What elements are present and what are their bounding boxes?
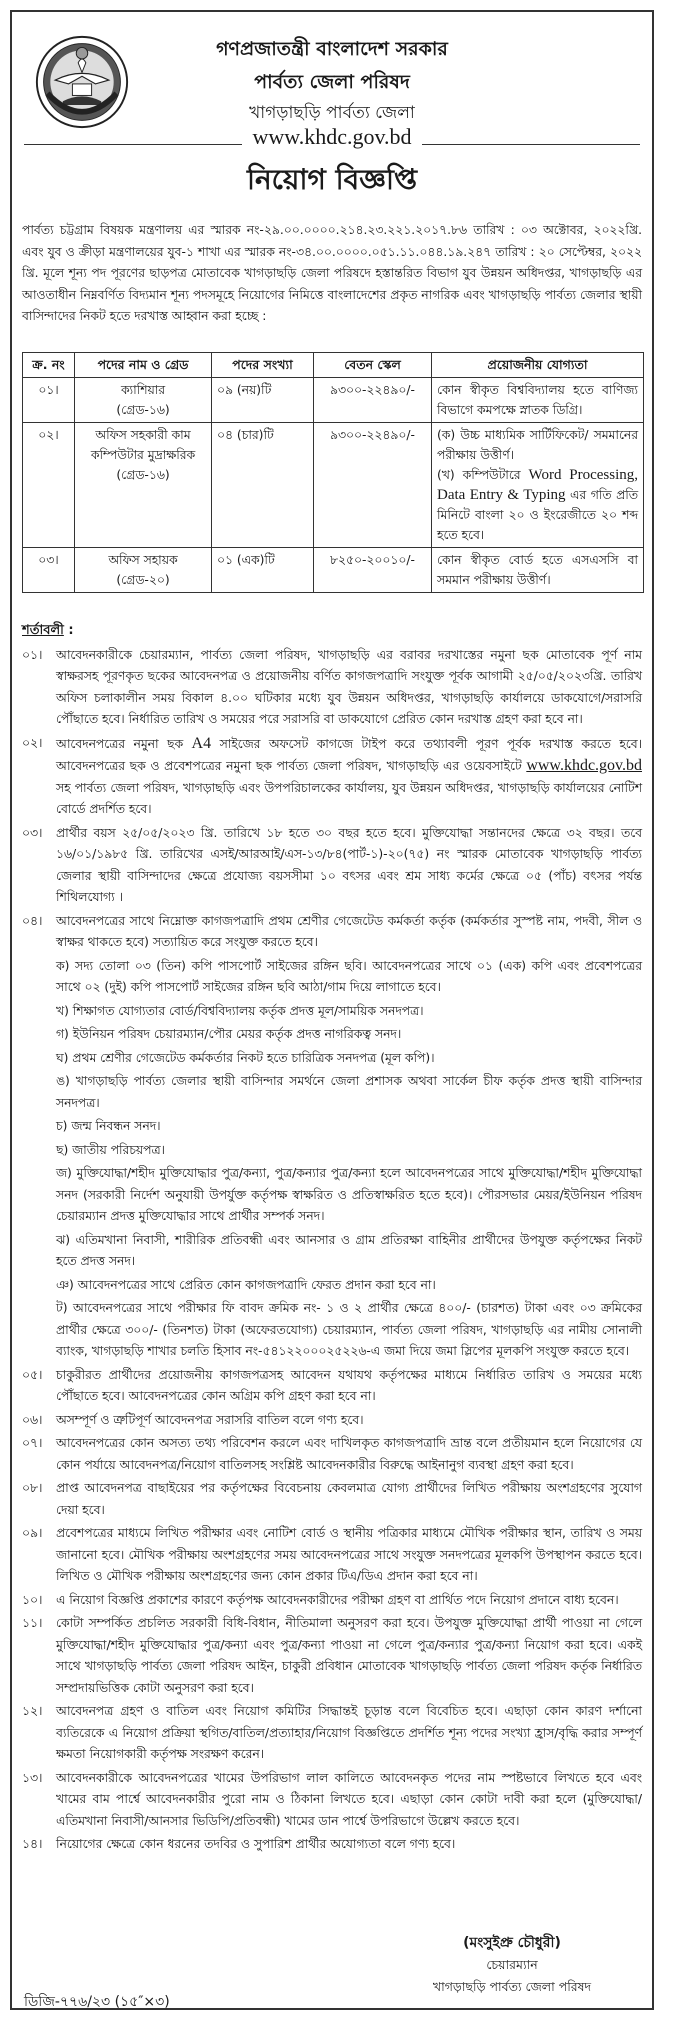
- term-text: প্রার্থীর বয়স ২৫/০৫/২০২৩ খ্রি. তারিখে ১৮ হতে ৩০ বছর হতে হবে। মুক্তিযোদ্ধা সন্তানদের ক্ষেত্রে ৩২ বছর। তবে ১৬/০১/১৯৮৫ খ্রি. তারিখের এসই/আরআই/এস-১৩/৮৪(পার্ট-১)-২০(৭৫) নং স্মারক মোতাবেক খাগড়াছড়ি পার্বত্য জেলার স্থায়ী বাসিন্দাদের ক্ষেত্রে প্রযোজ্য বয়সসীমা ১০ বৎসর এবং শ্রম সাধ্য কর্মের ক্ষেত্রে ০৫ (পাঁচ) বৎসর পর্যন্ত শিথিলযোগ্য ।: [56, 825, 642, 904]
- term-number: ০৪।: [22, 913, 43, 928]
- row-serial: ০১।: [23, 378, 75, 423]
- term-text: আবেদনপত্রের সাথে নিম্নোক্ত কাগজপত্রাদি প্রথম শ্রেণীর গেজেটেড কর্মকর্তা কর্তৃক (কর্মকর্তার সুস্পষ্ট নাম, পদবী, সীল ও স্বাক্ষর থাকতে হবে) সত্যায়িত করে সংযুক্ত করতে হবে।: [56, 913, 642, 949]
- document-item: ক) সদ্য তোলা ০৩ (তিন) কপি পাসপোর্ট সাইজের রঙ্গিন ছবি। আবেদনপত্রের সাথে ০১ (এক) কপি এবং প্রবেশপত্রের সাথে ০২ (দুই) কপি পাসপোর্ট সাইজের রঙ্গিন ছবি আঠা/গাম দিয়ে লাগাতে হবে।: [56, 958, 642, 994]
- term-text: প্রবেশপত্রের মাধ্যমে লিখিত পরীক্ষার এবং নোটিশ বোর্ড ও স্থানীয় পত্রিকার মাধ্যমে মৌখিক পরীক্ষার স্থান, তারিখ ও সময় জানানো হবে। মৌখিক পরীক্ষায় অংশগ্রহণের সময় আবেদনপত্রের সাথে সংযুক্ত সনদপত্রের মূলকপি উপস্থাপন করতে হবে। লিখিত ও মৌখিক পরীক্ষায় অংশগ্রহণের জন্য কোন প্রকার টিএ/ডিএ প্রদান করা হবে না।: [56, 1526, 642, 1583]
- vacancy-table: [22, 352, 644, 593]
- document-item: ট) আবেদনপত্রের সাথে পরীক্ষার ফি বাবদ ক্রমিক নং- ১ ও ২ প্রার্থীর ক্ষেত্রে ৪০০/- (চারশত) টাকা এবং ০৩ ক্রমিকের প্রার্থীর ক্ষেত্রে ৩০০/- (তিনশত) টাকা (অফেরতযোগ্য) চেয়ারম্যান, পার্বত্য জেলা পরিষদ, খাগড়াছড়ি এর নামীয় সোনালী ব্যাংক, খাগড়াছড়ি শাখার চলতি হিসাব নং-৫৪১২২০০০২৫২২৬-এ জমা দিয়ে জমা স্লিপের মূলকপি সংযুক্ত করতে হবে।: [56, 1301, 642, 1358]
- notice-header: [12, 12, 652, 196]
- term-item: [22, 1701, 642, 1766]
- document-item: ঝ) এতিমখানা নিবাসী, শারীরিক প্রতিবন্ধী এবং আনসার ও গ্রাম প্রতিরক্ষা বাহিনীর প্রার্থীদের উপযুক্ত কর্তৃপক্ষের নিকট হতে প্রদত্ত সনদ।: [56, 1232, 642, 1268]
- document-item: ছ) জাতীয় পরিচয়পত্র।: [56, 1142, 165, 1157]
- website-row: [24, 124, 640, 150]
- council-name: পার্বত্য জেলা পরিষদ: [254, 71, 410, 93]
- header-serial: ক্র. নং: [23, 353, 75, 378]
- row-post: [75, 423, 212, 548]
- header-qualification: প্রয়োজনীয় যোগ্যতা: [432, 353, 644, 378]
- term-text: অসম্পূর্ণ ও ত্রুটিপূর্ণ আবেদনপত্র সরাসরি বাতিল বলে গণ্য হবে।: [56, 1412, 364, 1427]
- row-post: [75, 548, 212, 593]
- term-text-part: আবেদনপত্রের নমুনা ছক: [56, 736, 192, 751]
- term-number: ১৪।: [22, 1837, 43, 1851]
- term-text: প্রাপ্ত আবেদনপত্র বাছাইয়ের পর কর্তৃপক্ষের বিবেচনায় কেবলমাত্র যোগ্য প্রার্থীদের লিখিত পরীক্ষায় অংশগ্রহণের সুযোগ দেয়া হবে।: [56, 1481, 642, 1517]
- term-number: ০৯।: [22, 1526, 43, 1540]
- term-text: কোটা সম্পর্কিত প্রচলিত সরকারী বিধি-বিধান, নীতিমালা অনুসরণ করা হবে। উপযুক্ত মুক্তিযোদ্ধা প্রার্থী পাওয়া না গেলে মুক্তিযোদ্ধা/শহীদ মুক্তিযোদ্ধার পুত্র/কন্যা এবং পুত্র/কন্যা পাওয়া না গেলে পুত্র/কন্যার পুত্র/কন্যা নিয়োগ করা হবে। একই সাথে খাগড়াছড়ি পার্বত্য জেলা পরিষদ আইন, চাকুরী প্রবিধান মোতাবেক খাগড়াছড়ি পার্বত্য জেলা পরিষদ কর্তৃক নির্ধারিত সম্প্রদায়ভিত্তিক কোটা অনুসরণ করা হবে।: [56, 1616, 643, 1695]
- row-scale: ৯৩০০-২২৪৯০/-: [314, 423, 432, 548]
- row-serial: ০৩।: [23, 548, 75, 593]
- term-item: [22, 1613, 642, 1699]
- notice-frame: [10, 10, 654, 2010]
- row-serial: ০২।: [23, 423, 75, 548]
- header-scale: বেতন স্কেল: [314, 353, 432, 378]
- terms-section: [22, 620, 642, 1858]
- memo-number: ডিজি-৭৭৬/২৩ (১৫″×৩): [24, 1994, 170, 2010]
- document-item: ঞ) আবেদনপত্রের সাথে প্রেরিত কোন কাগজপত্রাদি ফেরত প্রদান করা হবে না।: [56, 1277, 436, 1292]
- document-item: ঘ) প্রথম শ্রেণীর গেজেটেড কর্মকর্তার নিকট হতে চারিত্রিক সনদপত্র (মূল কপি)।: [56, 1050, 435, 1065]
- term-number: ০৭।: [22, 1436, 43, 1450]
- post-grade: (গ্রেড-১৬): [116, 468, 170, 482]
- qual-b-prefix: (খ) কম্পিউটারে: [437, 468, 529, 482]
- term-number: ১০।: [22, 1592, 43, 1607]
- notice-title: নিয়োগ বিজ্ঞপ্তি: [246, 163, 418, 196]
- paper-size: A4: [191, 734, 212, 752]
- government-name: গণপ্রজাতন্ত্রী বাংলাদেশ সরকার: [216, 38, 448, 60]
- term-item: [22, 911, 642, 954]
- row-qualification: [432, 423, 644, 548]
- term-item: [22, 1365, 642, 1408]
- table-row: [23, 548, 644, 593]
- signatory-designation: চেয়ারম্যান: [486, 1957, 538, 1972]
- term-item: [22, 1433, 642, 1476]
- term-item: [22, 1768, 642, 1833]
- row-count: ০৪ (চার)টি: [212, 423, 314, 548]
- qualification-b: [437, 465, 638, 545]
- qual-b-skills: Word Processing, Data Entry & Typing: [437, 467, 638, 503]
- document-item: চ) জন্ম নিবন্ধন সনদ।: [56, 1119, 161, 1133]
- term-text: চাকুরীরত প্রার্থীদের প্রয়োজনীয় কাগজপত্রসহ আবেদন যথাযথ কর্তৃপক্ষের মাধ্যমে নির্ধারিত তারিখ ও সময়ের মধ্যে পৌঁছাতে হবে। আবেদনপত্রের কোন অগ্রিম কপি গ্রহণ করা হবে না।: [56, 1367, 642, 1403]
- row-qualification: কোন স্বীকৃত বিশ্ববিদ্যালয় হতে বাণিজ্য বিভাগে কমপক্ষে স্নাতক ডিগ্রি।: [432, 378, 644, 423]
- qual-b-suffix: এর গতি প্রতি মিনিটে বাংলা ২০ ও ইংরেজীতে ২০ শব্দ হতে হবে।: [437, 488, 638, 542]
- signatory-office: খাগড়াছড়ি পার্বত্য জেলা পরিষদ: [432, 1979, 592, 1994]
- term-item: [22, 1834, 642, 1856]
- terms-heading: [22, 620, 642, 642]
- row-count: ০১ (এক)টি: [212, 548, 314, 593]
- terms-heading-text: শর্তাবলী: [22, 623, 64, 638]
- intro-paragraph: পার্বত্য চট্টগ্রাম বিষয়ক মন্ত্রণালয় এর স্মারক নং-২৯.০০.০০০০.২১৪.২৩.২২১.২০১৭.৮৬ তারিখ : ০৩ অক্টোবর, ২০২২খ্রি. এবং যুব ও ক্রীড়া মন্ত্রণালয়ের যুব-১ শাখা এর স্মারক নং-৩৪.০০.০০০০.০৫১.১১.০৪৪.১৯.২৪৭ তারিখ : ২০ সেপ্টেম্বর, ২০২২ খ্রি. মূলে শূন্য পদ পূরণের ছাড়পত্র মোতাবেক খাগড়াছড়ি জেলা পরিষদে হস্তান্তরিত বিভাগ যুব উন্নয়ন অধিদপ্তর, খাগড়াছড়ি এর আওতাধীন নিম্নবর্ণিত বিদ্যমান শূন্য পদসমূহে নিয়োগের নিমিত্তে বাংলাদেশের প্রকৃত নাগরিক এবং খাগড়াছড়ি পার্বত্য জেলার স্থায়ী বাসিন্দাদের নিকট হতে দরখাস্ত আহ্বান করা হচ্ছে :: [22, 223, 642, 323]
- term-item: [22, 645, 642, 731]
- term-text: আবেদনকারীকে আবেদনপত্রের খামের উপরিভাগ লাল কালিতে আবেদনকৃত পদের নাম স্পষ্টভাবে লিখতে হবে এবং খামের বাম পার্শ্বে আবেদনকারীর পুরো নাম ও ঠিকানা লিখতে হবে। এছাড়া কোন কোটা দাবী করা হলে (মুক্তিযোদ্ধা/এতিমখানা নিবাসী/আনসার ভিডিপি/প্রতিবন্ধী) খামের ডান পার্শ্বে উপরিভাগে উল্লেখ করতে হবে।: [56, 1770, 642, 1828]
- table-row: [23, 423, 644, 548]
- header-post: পদের নাম ও গ্রেড: [75, 353, 212, 378]
- term-number: ০৩।: [22, 825, 43, 840]
- row-post: [75, 378, 212, 423]
- term-text: আবেদনপত্রের কোন অসত্য তথ্য পরিবেশন করলে এবং দাখিলকৃত কাগজপত্রাদি ভ্রান্ত বলে প্রতীয়মান হলে নিয়োগের যে কোন পর্যায়ে আবেদনপত্র/নিয়োগ বাতিলসহ সংশ্লিষ্ট আবেদনকারীর বিরুদ্ধে আইনানুগ ব্যবস্থা গ্রহণ করা হবে।: [56, 1436, 642, 1472]
- term-text: আবেদনকারীকে চেয়ারম্যান, পার্বত্য জেলা পরিষদ, খাগড়াছড়ি এর বরাবর দরখাস্তের নমুনা ছক মোতাবেক পূর্ণ নাম স্বাক্ষরসহ পূরণকৃত ছকের আবেদনপত্র ও প্রয়োজনীয় বর্ণিত কাগজপত্রাদি সংযুক্ত পূর্বক আগামী ২৫/০৫/২০২৩খ্রি. তারিখ অফিস চলাকালীন সময় বিকাল ৪.০০ ঘটিকার মধ্যে যুব উন্নয়ন অধিদপ্তর, খাগড়াছড়ি কার্যালয়ে ডাকযোগে/সরাসরি পৌঁছাতে হবে। নির্ধারিত তারিখ ও সময়ের পরে সরাসরি বা ডাকযোগে প্রেরিত কোন দরখাস্ত গ্রহণ করা হবে না।: [56, 647, 642, 726]
- term-text-part: সাইজের অফসেট কাগজে টাইপ করে তথ্যাবলী পূরণ পূর্বক দরখাস্ত করতে হবে। আবেদনপত্রের ছক ও প্রবেশপত্রের নমুনা ছক পার্বত্য জেলা পরিষদ, খাগড়াছড়ি এর ওয়েবসাইটে: [56, 736, 642, 773]
- term-item: [22, 823, 642, 909]
- header-count: পদের সংখ্যা: [212, 353, 314, 378]
- term-item: [22, 1523, 642, 1588]
- post-grade: (গ্রেড-২০): [116, 573, 170, 587]
- row-qualification: কোন স্বীকৃত বোর্ড হতে এসএসসি বা সমমান পরীক্ষায় উত্তীর্ণ।: [432, 548, 644, 593]
- post-name: অফিস সহকারী কাম কম্পিউটার মুদ্রাক্ষরিক: [90, 428, 196, 462]
- term-number: ১২।: [22, 1704, 43, 1718]
- signatory-name: (মংসুইপ্রু চৌধুরী): [463, 1935, 561, 1951]
- table-row: [23, 378, 644, 423]
- term-number: ০৮।: [22, 1481, 43, 1495]
- row-count: ০৯ (নয়)টি: [212, 378, 314, 423]
- row-scale: ৯৩০০-২২৪৯০/-: [314, 378, 432, 423]
- term-text: নিয়োগের ক্ষেত্রে কোন ধরনের তদবির ও সুপারিশ প্রার্থীর অযোগ্যতা বলে গণ্য হবে।: [56, 1837, 456, 1851]
- term-item: [22, 1478, 642, 1521]
- district-name: খাগড়াছড়ি পার্বত্য জেলা: [249, 103, 415, 123]
- post-grade: (গ্রেড-১৬): [116, 403, 170, 417]
- term-text: এ নিয়োগ বিজ্ঞপ্তি প্রকাশের কারণে কর্তৃপক্ষ আবেদনকারীদের পরীক্ষা গ্রহণ বা প্রার্থিত পদে নিয়োগ প্রদানে বাধ্য হবেন।: [56, 1592, 619, 1607]
- term-text: আবেদনপত্র গ্রহণ ও বাতিল এবং নিয়োগ কমিটির সিদ্ধান্তই চূড়ান্ত বলে বিবেচিত হবে। এছাড়া কোন কারণ দর্শানো ব্যতিরেকে এ নিয়োগ প্রক্রিয়া স্থগিত/বাতিল/প্রত্যাহার/নিয়োগ বিজ্ঞপ্তিতে প্রদর্শিত শূন্য পদের সংখ্যা হ্রাস/বৃদ্ধি করার সম্পূর্ণ ক্ষমতা নিয়োগকারী কর্তৃপক্ষ সংরক্ষণ করেন।: [56, 1704, 642, 1761]
- document-item: জ) মুক্তিযোদ্ধা/শহীদ মুক্তিযোদ্ধার পুত্র/কন্যা, পুত্র/কন্যার পুত্র/কন্যা হলে আবেদনপত্রের সাথে মুক্তিযোদ্ধা/শহীদ মুক্তিযোদ্ধা সনদ (সরকারী নির্দেশ অনুযায়ী উপর্যুক্ত কর্তৃপক্ষ স্বাক্ষরিত ও প্রতিস্বাক্ষরিত হতে হবে)। পৌরসভার মেয়র/ইউনিয়ন পরিষদ চেয়ারম্যান প্রদত্ত মুক্তিযোদ্ধার সাথে প্রার্থীর সম্পর্ক সনদ।: [56, 1166, 642, 1223]
- term-number: ০৬।: [22, 1412, 43, 1427]
- divider-left: [24, 144, 242, 145]
- term-number: ১৩।: [22, 1770, 43, 1785]
- qualification-a: (ক) উচ্চ মাধ্যমিক সার্টিফিকেট/ সমমানের পরীক্ষায় উত্তীর্ণ।: [437, 428, 638, 462]
- term-number: ০২।: [22, 735, 43, 750]
- term-text: [56, 733, 642, 821]
- term-text-part: সহ পার্বত্য জেলা পরিষদ, খাগড়াছড়ি এবং উপপরিচালকের কার্যালয়, যুব উন্নয়ন অধিদপ্তর, খাগড়াছড়ি কার্যালয়ের নোটিশ বোর্ডে প্রদর্শিত হবে।: [56, 780, 642, 816]
- divider-right: [422, 144, 640, 145]
- post-name: অফিস সহায়ক: [108, 553, 178, 567]
- document-item: ঙ) খাগড়াছড়ি পার্বত্য জেলার স্থায়ী বাসিন্দার সমর্থনে জেলা প্রশাসক অথবা সার্কেল চীফ কর্তৃক প্রদত্ত স্থায়ী বাসিন্দার সনদপত্র।: [56, 1074, 642, 1110]
- term-number: ০৫।: [22, 1367, 43, 1382]
- term-item: [22, 1410, 642, 1432]
- document-item: খ) শিক্ষাগত যোগ্যতার বোর্ড/বিশ্ববিদ্যালয় কর্তৃক প্রদত্ত মূল/সাময়িক সনদপত্র।: [56, 1003, 424, 1018]
- term-number: ০১।: [22, 647, 43, 662]
- website-link-inline[interactable]: www.khdc.gov.bd: [526, 757, 642, 774]
- website-link[interactable]: www.khdc.gov.bd: [252, 124, 412, 149]
- row-scale: ৮২৫০-২০০১০/-: [314, 548, 432, 593]
- signature-block: [392, 1932, 632, 1998]
- term-item: [22, 733, 642, 821]
- post-name: ক্যাশিয়ার: [120, 383, 166, 397]
- terms-heading-colon: :: [63, 623, 74, 638]
- document-item: গ) ইউনিয়ন পরিষদ চেয়ারম্যান/পৌর মেয়র কর্তৃক প্রদত্ত নাগরিকত্ব সনদ।: [56, 1027, 402, 1041]
- term-item: [22, 1590, 642, 1612]
- term-number: ১১।: [22, 1616, 43, 1630]
- table-header-row: [23, 353, 644, 378]
